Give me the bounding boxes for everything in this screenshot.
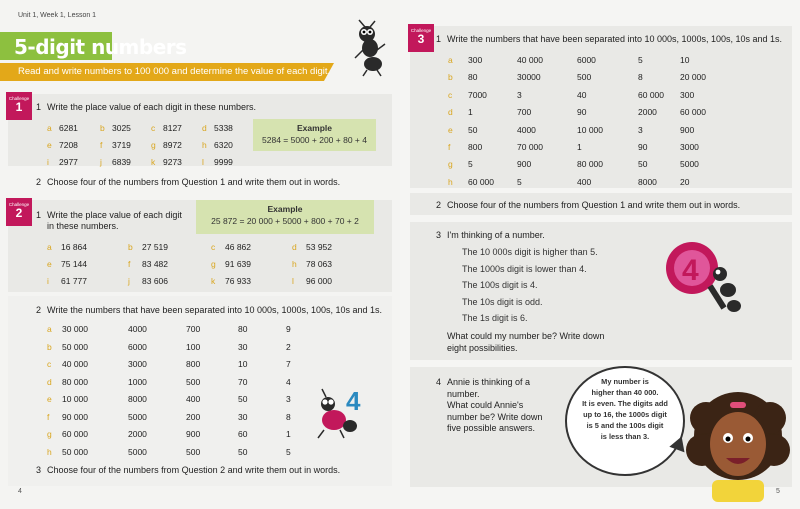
item-letter: h xyxy=(202,140,207,150)
table-cell: 70 000 xyxy=(517,142,543,152)
item-letter: f xyxy=(100,140,103,150)
table-cell: 9 xyxy=(286,324,291,334)
speech-line: higher than 40 000. xyxy=(591,388,659,397)
table-cell: 8 xyxy=(286,411,291,422)
item-value: 8127 xyxy=(163,123,182,133)
table-cell: 900 xyxy=(680,124,695,135)
q4-line: number. xyxy=(447,388,480,399)
item-value: 76 933 xyxy=(225,276,251,286)
clue-item: The 1000s digit is lower than 4. xyxy=(462,263,587,274)
table-cell: 1 xyxy=(286,429,291,439)
item-value: 6281 xyxy=(59,123,78,133)
item-letter: b xyxy=(128,242,133,252)
table-cell: 500 xyxy=(577,72,592,83)
table-cell: 2000 xyxy=(128,429,147,439)
table-cell: 30 000 xyxy=(62,324,88,334)
item-letter: h xyxy=(292,259,297,269)
svg-text:4: 4 xyxy=(346,386,361,416)
table-cell: 800 xyxy=(186,359,201,369)
question-number: 1 xyxy=(36,102,42,112)
table-cell: 700 xyxy=(186,324,201,334)
item-value: 7208 xyxy=(59,140,78,150)
table-cell: 30000 xyxy=(517,72,541,83)
question-number: 2 xyxy=(436,200,442,210)
challenge1-badge: Challenge 1 xyxy=(6,92,32,120)
row-letter: e xyxy=(47,394,52,404)
table-cell: 80 xyxy=(468,72,478,83)
example-box: Example 25 872 = 20 000 + 5000 + 800 + 70 + 2 xyxy=(196,200,374,234)
question-number: 3 xyxy=(436,230,442,240)
table-cell: 1 xyxy=(577,142,582,152)
table-cell: 80 xyxy=(238,324,248,334)
table-cell: 90 xyxy=(577,107,587,118)
table-cell: 3 xyxy=(286,394,291,404)
clue-item: The 10s digit is odd. xyxy=(462,296,543,307)
row-letter: g xyxy=(47,429,52,439)
page-number: 4 xyxy=(18,488,22,495)
item-value: 91 639 xyxy=(225,259,251,269)
example-box: Example 5284 = 5000 + 200 + 80 + 4 xyxy=(253,119,376,151)
item-letter: b xyxy=(100,123,105,133)
table-cell: 10 000 xyxy=(577,124,603,135)
table-cell: 30 xyxy=(238,411,248,422)
row-letter: f xyxy=(47,411,50,422)
table-cell: 6000 xyxy=(128,341,147,352)
table-cell: 900 xyxy=(186,429,201,439)
question-number: 1 xyxy=(436,34,442,44)
unit-label: Unit 1, Week 1, Lesson 1 xyxy=(18,12,97,19)
table-cell: 60 000 xyxy=(468,176,494,187)
table-cell: 30 xyxy=(238,341,248,352)
row-letter: d xyxy=(448,107,453,118)
girl-illustration-icon xyxy=(682,380,794,502)
table-cell: 300 xyxy=(680,89,695,100)
item-letter: l xyxy=(202,157,204,167)
item-value: 9273 xyxy=(163,157,182,167)
table-cell: 8000 xyxy=(638,176,657,187)
page-number: 5 xyxy=(776,488,780,495)
item-value: 78 063 xyxy=(306,259,332,269)
item-letter: i xyxy=(47,157,49,167)
table-cell: 8 xyxy=(638,72,643,83)
table-cell: 7 xyxy=(286,359,291,369)
challenge2-badge: Challenge 2 xyxy=(6,198,32,226)
item-value: 2977 xyxy=(59,157,78,167)
challenge3-q3-end2: eight possibilities. xyxy=(447,343,518,353)
table-cell: 60 000 xyxy=(680,107,706,118)
row-letter: h xyxy=(47,446,52,457)
challenge2-q2: Write the numbers that have been separated into 10 000s, 1000s, 100s, 10s and 1s. xyxy=(47,305,383,315)
speech-line: It is even. The digits add xyxy=(582,399,668,408)
item-letter: j xyxy=(128,276,130,286)
question-number: 2 xyxy=(36,177,42,187)
magnifier-ant-icon xyxy=(658,234,748,324)
table-cell: 4000 xyxy=(128,324,147,334)
table-cell: 6000 xyxy=(577,55,596,65)
item-letter: a xyxy=(47,123,52,133)
row-letter: a xyxy=(448,55,453,65)
table-cell: 4000 xyxy=(517,124,536,135)
table-cell: 60 000 xyxy=(62,429,88,439)
item-value: 6839 xyxy=(112,157,131,167)
challenge3-q3-end: What could my number be? Write down xyxy=(447,331,605,341)
item-value: 83 606 xyxy=(142,276,168,286)
table-cell: 10 xyxy=(680,55,690,65)
table-cell: 8000 xyxy=(128,394,147,404)
table-cell: 900 xyxy=(517,159,532,170)
item-value: 53 952 xyxy=(306,242,332,252)
table-cell: 50 000 xyxy=(62,341,88,352)
item-value: 83 482 xyxy=(142,259,168,269)
table-cell: 50 000 xyxy=(62,446,88,457)
challenge3-q2: Choose four of the numbers from Question 1 and write them out in words. xyxy=(447,200,741,210)
table-cell: 40 000 xyxy=(62,359,88,369)
table-cell: 60 xyxy=(238,429,248,439)
item-letter: k xyxy=(211,276,216,286)
item-value: 8972 xyxy=(163,140,182,150)
table-cell: 2000 xyxy=(638,107,657,118)
row-letter: d xyxy=(47,376,52,387)
row-letter: b xyxy=(47,341,52,352)
item-value: 9999 xyxy=(214,157,233,167)
challenge3-badge: Challenge 3 xyxy=(408,24,434,52)
table-cell: 90 xyxy=(638,142,648,152)
row-letter: c xyxy=(448,89,453,100)
item-value: 16 864 xyxy=(61,242,87,252)
table-cell: 5000 xyxy=(680,159,699,170)
table-cell: 5 xyxy=(517,176,522,187)
svg-text:4: 4 xyxy=(682,254,699,287)
challenge1-q1: Write the place value of each digit in these numbers. xyxy=(47,102,256,112)
table-cell: 60 000 xyxy=(638,89,664,100)
item-letter: d xyxy=(292,242,297,252)
item-letter: a xyxy=(47,242,52,252)
challenge2-q1a: Write the place value of each digit xyxy=(47,210,182,220)
table-cell: 40 000 xyxy=(517,55,543,65)
item-letter: c xyxy=(211,242,216,252)
challenge3-q3: I'm thinking of a number. xyxy=(447,230,545,240)
table-cell: 1 xyxy=(468,107,473,118)
table-cell: 10 000 xyxy=(62,394,88,404)
table-cell: 5 xyxy=(468,159,473,170)
table-cell: 50 xyxy=(468,124,478,135)
speech-text xyxy=(575,376,675,442)
item-letter: e xyxy=(47,259,52,269)
challenge1-q2: Choose four of the numbers from Question 1 and write them out in words. xyxy=(47,177,341,187)
speech-line: My number is xyxy=(601,377,649,386)
clue-item: The 10 000s digit is higher than 5. xyxy=(462,247,598,257)
q4-line: What could Annie's xyxy=(447,400,524,410)
row-letter: e xyxy=(448,124,453,135)
table-cell: 700 xyxy=(517,107,532,118)
item-letter: l xyxy=(292,276,294,286)
table-cell: 500 xyxy=(186,446,201,457)
table-cell: 400 xyxy=(577,176,592,187)
item-letter: g xyxy=(151,140,156,150)
q4-line: five possible answers. xyxy=(447,423,536,433)
table-cell: 5000 xyxy=(128,446,147,457)
item-value: 61 777 xyxy=(61,276,87,286)
table-cell: 1000 xyxy=(128,376,147,387)
row-letter: f xyxy=(448,142,451,152)
item-value: 75 144 xyxy=(61,259,87,269)
item-value: 3025 xyxy=(112,123,131,133)
table-cell: 2 xyxy=(286,341,291,352)
table-cell: 3000 xyxy=(680,142,699,152)
item-letter: k xyxy=(151,157,156,167)
table-cell: 7000 xyxy=(468,89,487,100)
table-cell: 800 xyxy=(468,142,483,152)
item-value: 3719 xyxy=(112,140,131,150)
item-letter: d xyxy=(202,123,207,133)
challenge2-q3: Choose four of the numbers from Question 2 and write them out in words. xyxy=(47,465,341,475)
table-cell: 50 xyxy=(638,159,648,170)
table-cell: 100 xyxy=(186,341,201,352)
table-cell: 80 000 xyxy=(62,376,88,387)
table-cell: 50 xyxy=(238,446,248,457)
question-number: 2 xyxy=(36,305,42,315)
item-value: 6320 xyxy=(214,140,233,150)
q4-line: Annie is thinking of a xyxy=(447,377,531,387)
question-number: 1 xyxy=(36,210,42,220)
table-cell: 5 xyxy=(638,55,643,65)
row-letter: b xyxy=(448,72,453,83)
row-letter: a xyxy=(47,324,52,334)
table-cell: 40 xyxy=(577,89,587,100)
speech-line: is less than 3. xyxy=(600,432,650,441)
clue-item: The 1s digit is 6. xyxy=(462,313,528,323)
table-cell: 500 xyxy=(186,376,201,387)
item-value: 46 862 xyxy=(225,242,251,252)
goal-text: Read and write numbers to 100 000 and determine the value of each digit. xyxy=(18,66,331,77)
table-cell: 80 000 xyxy=(577,159,603,170)
challenge2-q1b: in these numbers. xyxy=(47,221,119,231)
speech-line: is 5 and the 100s digit xyxy=(586,421,664,430)
row-letter: g xyxy=(448,159,453,170)
item-letter: g xyxy=(211,259,216,269)
table-cell: 3 xyxy=(638,124,643,135)
table-cell: 10 xyxy=(238,359,248,369)
q4-line: number be? Write down xyxy=(447,411,543,422)
challenge3-q1: Write the numbers that have been separated into 10 000s, 1000s, 100s, 10s and 1s. xyxy=(447,34,783,44)
row-letter: h xyxy=(448,176,453,187)
item-letter: c xyxy=(151,123,156,133)
table-cell: 5 xyxy=(286,446,291,457)
item-letter: e xyxy=(47,140,52,150)
page-title: 5-digit numbers xyxy=(14,35,187,59)
item-value: 5338 xyxy=(214,123,233,133)
table-cell: 400 xyxy=(186,394,201,404)
question-number: 4 xyxy=(436,377,442,387)
item-value: 27 519 xyxy=(142,242,168,252)
table-cell: 50 xyxy=(238,394,248,404)
table-cell: 300 xyxy=(468,55,483,65)
item-letter: i xyxy=(47,276,49,286)
item-value: 96 000 xyxy=(306,276,332,286)
row-letter: c xyxy=(47,359,52,369)
table-cell: 70 xyxy=(238,376,248,387)
table-cell: 5000 xyxy=(128,411,147,422)
item-letter: j xyxy=(100,157,102,167)
table-cell: 3 xyxy=(517,89,522,100)
table-cell: 4 xyxy=(286,376,291,387)
table-cell: 20 xyxy=(680,176,690,187)
ant-mascot-icon xyxy=(345,18,395,78)
speech-line: up to 16, the 1000s digit xyxy=(583,410,667,419)
table-cell: 20 000 xyxy=(680,72,706,83)
item-letter: f xyxy=(128,259,131,269)
ant-with-number-icon xyxy=(312,380,376,440)
clue-item: The 100s digit is 4. xyxy=(462,280,538,290)
question-number: 3 xyxy=(36,465,42,475)
table-cell: 200 xyxy=(186,411,201,422)
table-cell: 3000 xyxy=(128,359,147,369)
table-cell: 90 000 xyxy=(62,411,88,422)
